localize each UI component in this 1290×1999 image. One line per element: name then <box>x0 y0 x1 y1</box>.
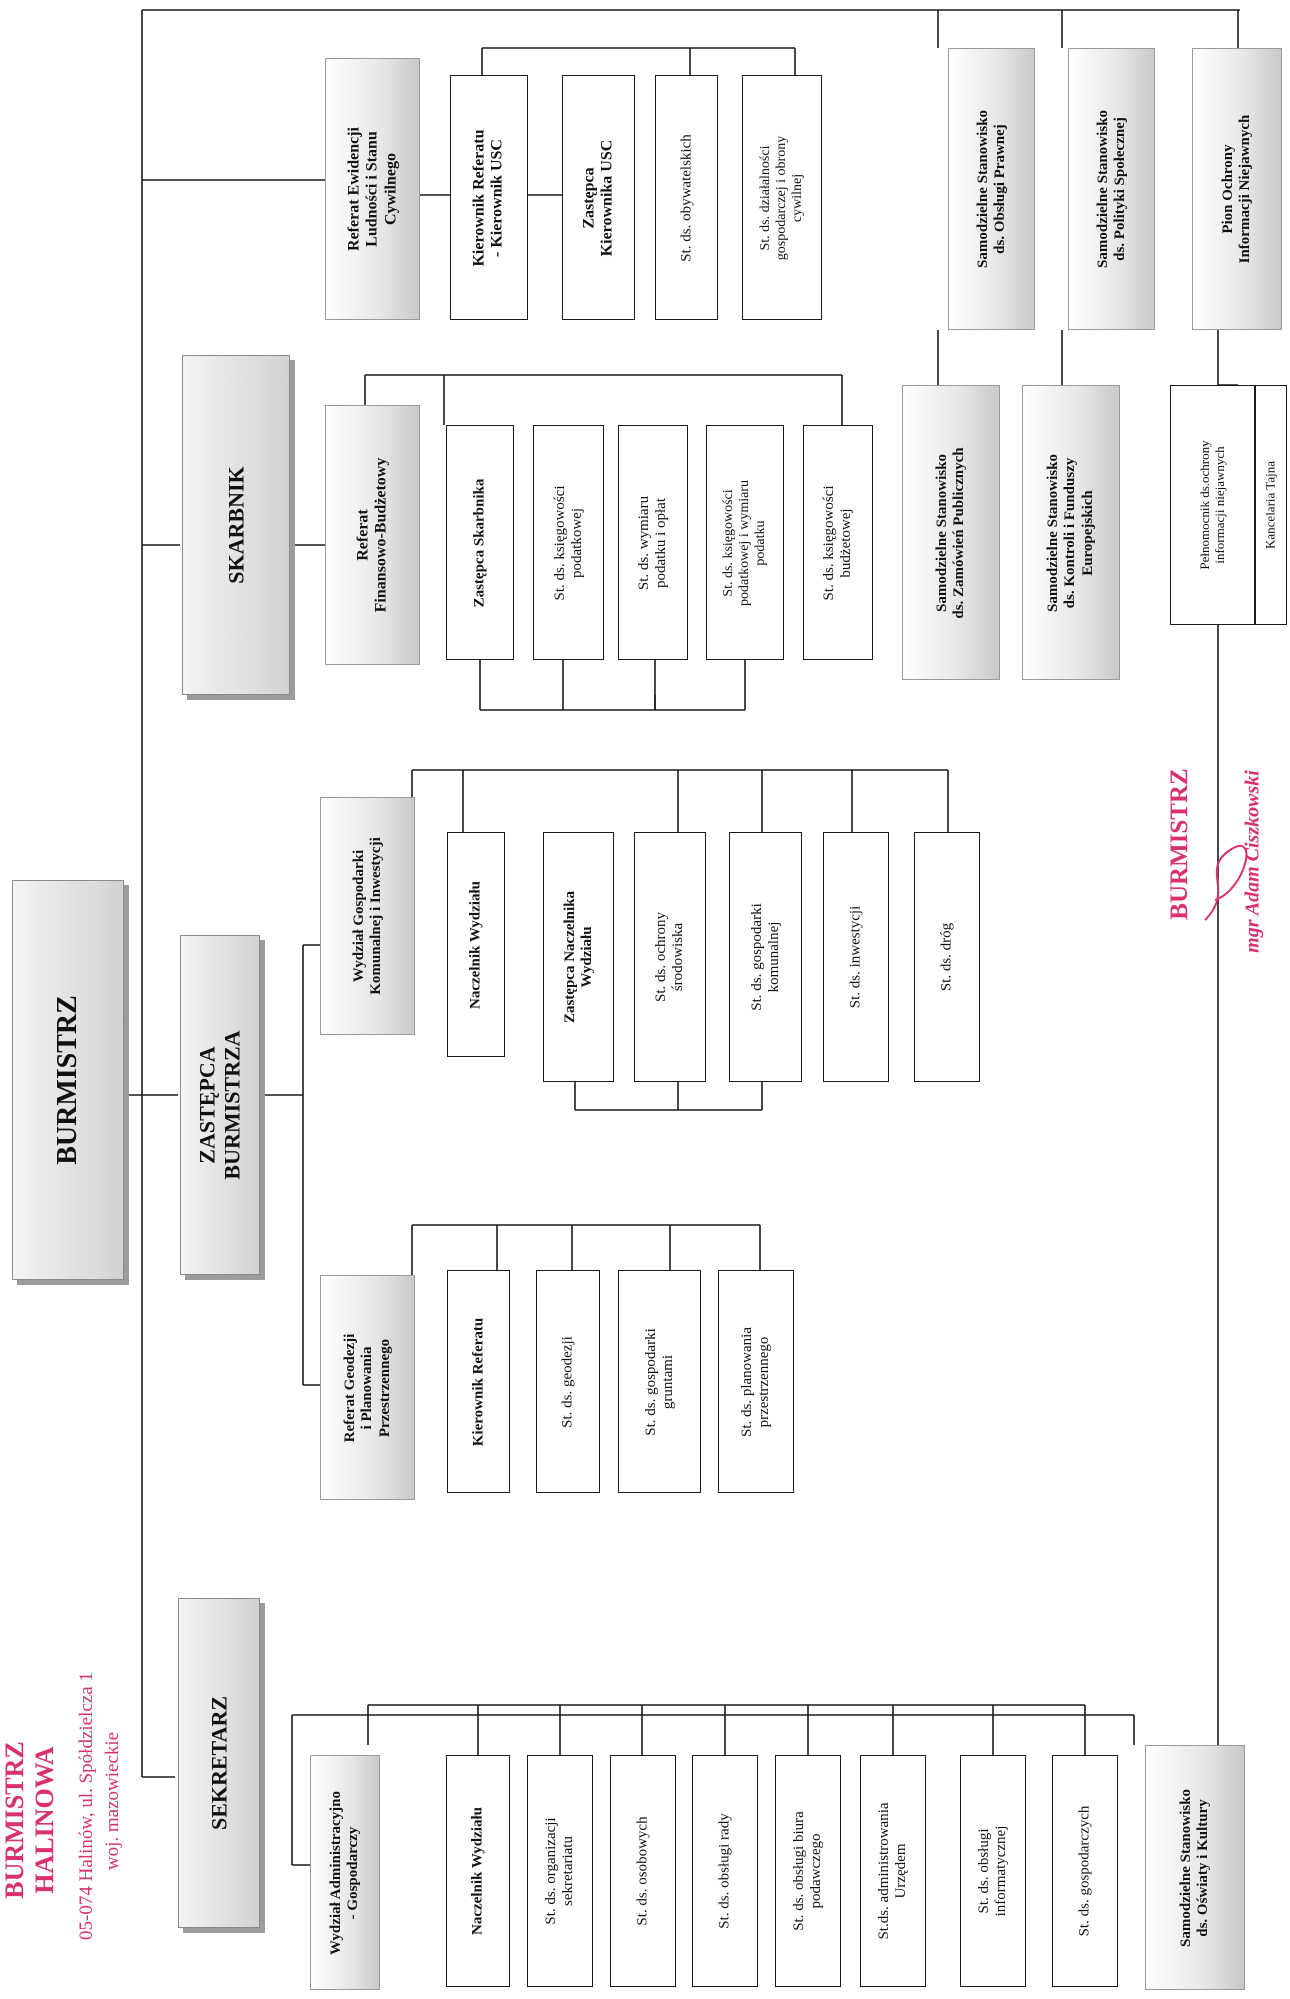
gosp-kom-position-label: Naczelnik Wydziału <box>467 880 484 1009</box>
signature-stamp-name: mgr Adam Ciszkowski <box>1241 770 1264 953</box>
referat-ewidencji-box <box>325 58 420 320</box>
fin-position-label: St. ds. księgowości podatkowej i wymiaru podatku <box>720 479 769 606</box>
skarbnik-box <box>182 355 290 695</box>
gosp-kom-position-label: St. ds. inwestycji <box>847 905 864 1009</box>
geodezja-position-label: Kierownik Referatu <box>469 1317 486 1446</box>
fin-position-label: St. ds. księgowości podatkowej <box>551 485 585 601</box>
referat-ewidencji-label: Referat Ewidencji Ludności i Stanu Cywilnego <box>344 127 399 251</box>
admin-position-label: Naczelnik Wydziału <box>469 1807 486 1935</box>
kancelaria-label: Kancelaria Tajna <box>1262 461 1278 549</box>
sekretarz-box <box>178 1598 260 1928</box>
polityki-spolecznej-box <box>1068 48 1155 330</box>
admin-position-label: St. ds. obsługi biura podawczego <box>790 1811 824 1931</box>
kontroli-box <box>1022 385 1120 680</box>
gosp-kom-position-label: Zastępca Naczelnika Wydziału <box>561 890 595 1024</box>
admin-position-5 <box>775 1755 841 1987</box>
obslugi-prawnej-box <box>948 48 1035 330</box>
gosp-kom-position-label: St. ds. gospodarki komunalnej <box>748 903 782 1011</box>
signature-stamp <box>1150 770 1290 1070</box>
header-stamp <box>0 1640 123 1999</box>
referat-fin-box <box>325 405 420 665</box>
zamowien-box <box>902 385 1000 680</box>
admin-position-7 <box>960 1755 1026 1987</box>
oswiata-label: Samodzielne Stanowisko ds. Oświaty i Kultury <box>1177 1788 1211 1947</box>
header-stamp-address: 05-074 Halinów, ul. Spółdzielcza 1 <box>76 1672 97 1940</box>
admin-position-8 <box>1052 1755 1118 1987</box>
geodezja-position-label: St. ds. geodezji <box>559 1335 576 1428</box>
zastepca-box <box>180 935 260 1275</box>
burmistrz-label: BURMISTRZ <box>51 995 83 1165</box>
ewidencja-position-label: St. ds. działalności gospodarczej i obrony cywilnej <box>757 135 806 260</box>
admin-position-label: St. ds. osobowych <box>634 1816 651 1926</box>
fin-position-label: St. ds. księgowości budżetowej <box>820 485 854 601</box>
obslugi-prawnej-label: Samodzielne Stanowisko ds. Obsługi Prawnej <box>974 110 1008 268</box>
gosp-kom-position-label: St. ds. ochrony środowiska <box>652 912 686 1002</box>
gosp-kom-position-5 <box>823 832 889 1082</box>
pion-ochrony-label: Pion Ochrony Informacji Niejawnych <box>1219 114 1253 264</box>
oswiata-box <box>1145 1745 1245 1990</box>
geodezja-position-2 <box>536 1270 600 1493</box>
ewidencja-position-label: Kierownik Referatu - Kierownik USC <box>470 129 506 267</box>
gosp-kom-position-4 <box>729 832 802 1082</box>
geodezja-position-4 <box>718 1270 794 1493</box>
admin-position-2 <box>527 1755 593 1987</box>
ewidencja-position-label: St. ds. obywatelskich <box>677 133 694 262</box>
gosp-kom-position-6 <box>914 832 980 1082</box>
admin-position-3 <box>610 1755 676 1987</box>
ewidencja-position-2 <box>562 75 635 320</box>
pelnomocnik-label: Pełnomocnik ds.ochrony informacji niejawnych <box>1196 440 1227 570</box>
fin-position-4 <box>706 425 784 660</box>
ewidencja-position-1 <box>450 75 528 320</box>
gosp-kom-position-label: St. ds. dróg <box>938 922 955 992</box>
fin-position-label: St. ds. wymiaru podatku i opłat <box>635 495 669 590</box>
ewidencja-position-3 <box>655 75 718 320</box>
referat-fin-label: Referat Finansowo-Budżetowy <box>354 457 390 613</box>
fin-position-5 <box>803 425 873 660</box>
admin-position-6 <box>860 1755 926 1987</box>
fin-position-label: Zastępca Skarbnika <box>471 478 488 607</box>
ewidencja-position-label: Zastępca Kierownika USC <box>580 139 616 256</box>
wydzial-admin-label: Wydział Administracyjno - Gospodarczy <box>327 1790 361 1955</box>
gosp-kom-position-3 <box>634 832 706 1082</box>
kancelaria-box <box>1255 385 1287 625</box>
gosp-kom-position-1 <box>447 832 505 1057</box>
sekretarz-label: SEKRETARZ <box>206 1695 232 1831</box>
admin-position-label: St. ds. obsługi rady <box>716 1813 733 1929</box>
admin-position-4 <box>692 1755 758 1987</box>
polityki-spolecznej-label: Samodzielne Stanowisko ds. Polityki Społecznej <box>1094 110 1128 268</box>
fin-position-2 <box>533 425 604 660</box>
geodezja-position-label: St. ds. planowania przestrzennego <box>738 1326 772 1437</box>
kontroli-label: Samodzielne Stanowisko ds. Kontroli i Funduszy Europejskich <box>1045 453 1096 612</box>
fin-position-1 <box>446 425 514 660</box>
admin-position-label: St. ds. gospodarczych <box>1076 1805 1093 1937</box>
geodezja-position-1 <box>447 1270 510 1493</box>
burmistrz-box <box>12 880 124 1280</box>
admin-position-label: St. ds. organizacji sekretariatu <box>542 1817 576 1925</box>
gosp-kom-position-2 <box>543 832 614 1082</box>
pion-ochrony-box <box>1192 48 1282 330</box>
geodezja-position-label: St. ds. gospodarki gruntami <box>642 1327 676 1436</box>
header-stamp-title: BURMISTRZ HALINOWA <box>0 1741 59 1899</box>
admin-position-label: St. ds. obsługi informatycznej <box>975 1825 1009 1917</box>
geodezja-position-3 <box>618 1270 701 1493</box>
header-stamp-region: woj. mazowieckie <box>102 1731 123 1871</box>
zamowien-label: Samodzielne Stanowisko ds. Zamówień Publicznych <box>933 446 967 619</box>
ewidencja-position-4 <box>742 75 822 320</box>
wydzial-admin-box <box>310 1755 380 1990</box>
signature-mark <box>1195 830 1255 930</box>
admin-position-1 <box>446 1755 510 1987</box>
admin-position-label: St.ds. administrowania Urzędem <box>875 1802 909 1940</box>
referat-geodezji-label: Referat Geodezji i Planowania Przestrzennego <box>341 1333 393 1442</box>
skarbnik-label: SKARBNIK <box>223 466 249 584</box>
referat-geodezji-box <box>320 1275 415 1500</box>
signature-stamp-title: BURMISTRZ <box>1166 768 1193 920</box>
wydzial-gosp-kom-box <box>320 797 415 1035</box>
zastepca-label: ZASTĘPCA BURMISTRZA <box>194 1030 245 1180</box>
pelnomocnik-box <box>1170 385 1255 625</box>
fin-position-3 <box>618 425 688 660</box>
wydzial-gosp-kom-label: Wydział Gospodarki Komunalnej i Inwestycji <box>350 837 384 995</box>
